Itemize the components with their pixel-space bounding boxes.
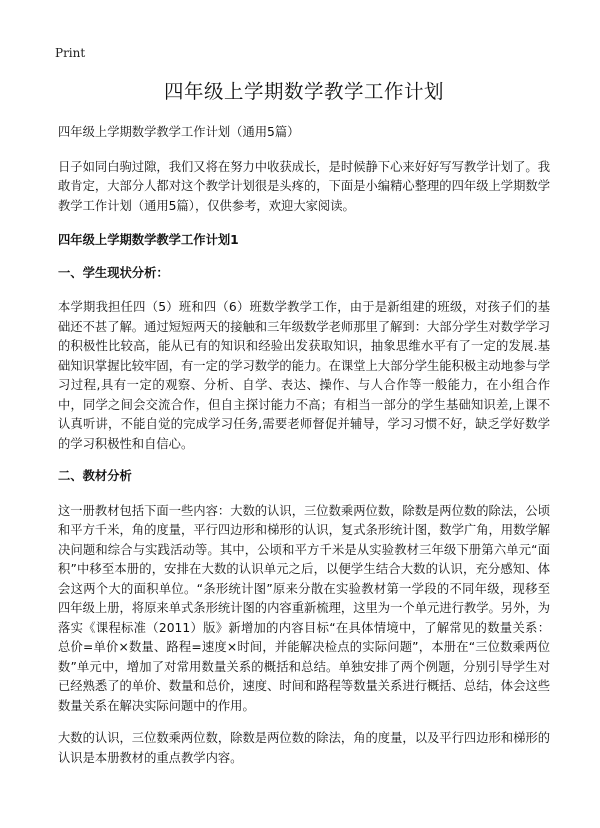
intro-paragraph: 日子如同白驹过隙，我们又将在努力中收获成长，是时候静下心来好好写写教学计划了。我敢肯定，大部分人都对这个教学计划很是头疼的，下面是小编精心整理的四年级上学期数学教学工作计划（通用5篇），仅供参考，欢迎大家阅读。 bbox=[58, 159, 550, 213]
section2-paragraph: 这一册教材包括下面一些内容：大数的认识，三位数乘两位数，除数是两位数的除法，公顷和平方千米，角的度量，平行四边形和梯形的认识，复式条形统计图，数学广角，用数学解决问题和综合与实践活动等。其中，公顷和平方千米是从实验教材三年级下册第六单元“面积”中移至本册的，安排在大数的认识单元之后，以便学生结合大数的认识，充分感知、体会这两个大的面积单位。“条形统计图”原来分散在实验教材第一学段的不同年级，现移至四年级上册，将原来单式条形统计图的内容重新梳理，这里为一个单元进行教学。另外，为落实《课程标准（2011）版》新增加的内容目标“在具体情境中，了解常见的数量关系：总价=单价×数量、路程=速度×时间，并能解决检点的实际问题”，本册在“三位数乘两位数”单元中，增加了对常用数量关系的概括和总结。单独安排了两个例题，分别引导学生对已经熟悉了的单价、数量和总价，速度、时间和路程等数量关系进行概括、总结，体会这些数量关系在解决实际问题中的作用。 bbox=[58, 503, 550, 713]
section1-heading: 一、学生现状分析： bbox=[58, 265, 169, 280]
page-title: 四年级上学期数学教学工作计划 bbox=[163, 80, 444, 103]
document-subtitle: 四年级上学期数学教学工作计划（通用5篇） bbox=[58, 125, 300, 139]
print-link[interactable]: Print bbox=[55, 46, 86, 60]
section2-heading: 二、教材分析 bbox=[58, 469, 132, 483]
document-body bbox=[58, 78, 550, 768]
section1-paragraph: 本学期我担任四（5）班和四（6）班数学教学工作，由于是新组建的班级，对孩子们的基础还不甚了解。通过短短两天的接触和三年级数学老师那里了解到：大部分学生对数学学习的积极性比较高，能从已有的知识和经验出发获取知识，抽象思维水平有了一定的发展.基础知识掌握比较牢固，有一定的学习数学的能力。在课堂上大部分学生能积极主动地参与学习过程,具有一定的观察、分析、自学、表达、操作、与人合作等一般能力，在小组合作中，同学之间会交流合作，但自主探讨能力不高；有相当一部分的学生基础知识差,上课不认真听讲，不能自觉的完成学习任务,需要老师督促并辅导，学习习惯不好，缺乏学好数学的学习积极性和自信心。 bbox=[58, 300, 550, 451]
plan-heading: 四年级上学期数学教学工作计划1 bbox=[58, 233, 239, 247]
section2-summary-paragraph: 大数的认识，三位数乘两位数，除数是两位数的除法，角的度量，以及平行四边形和梯形的认识是本册教材的重点教学内容。 bbox=[58, 731, 550, 765]
